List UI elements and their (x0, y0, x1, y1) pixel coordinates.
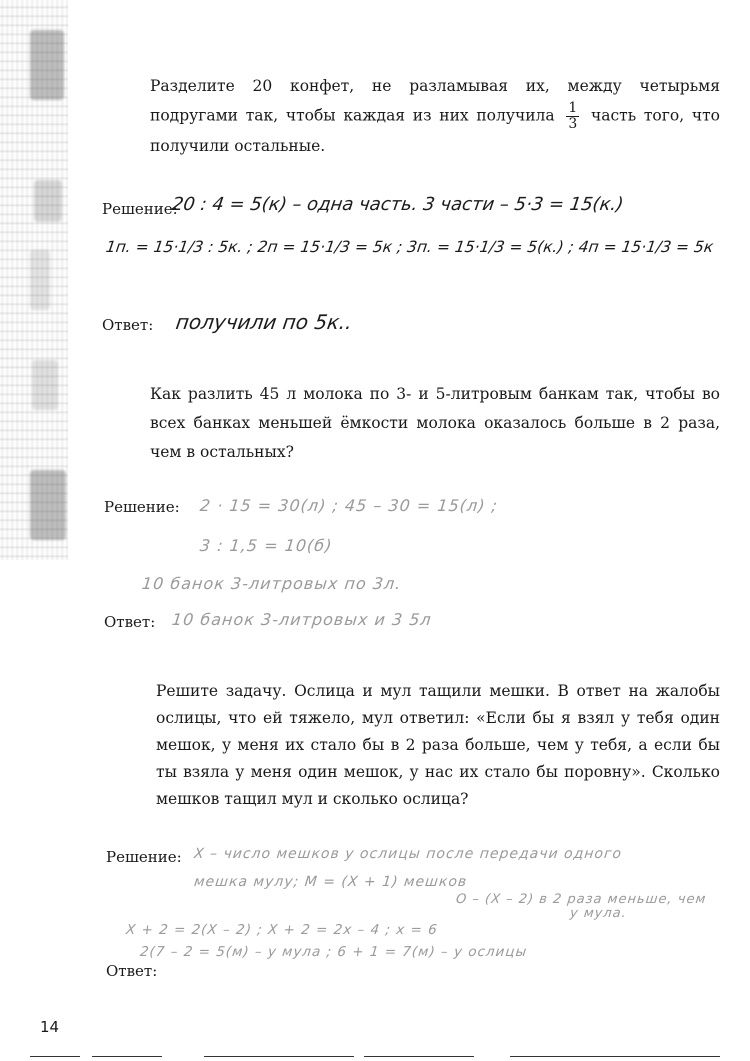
page-number: 14 (40, 1018, 60, 1036)
solution-2-line-2: 3 : 1,5 = 10(б) (199, 536, 334, 555)
solution-3-line-3: О – (Х – 2) в 2 раза меньше, чем (455, 892, 708, 907)
footer-rule (92, 1056, 162, 1057)
solution-2-line-3: 10 банок 3-литровых по 3л. (141, 574, 403, 593)
problem-2-text (150, 380, 720, 467)
problem-1-text-part2: часть того, что получили остальные. (150, 106, 720, 155)
solution-3-line-1: Х – число мешков у ослицы после передачи одного (193, 846, 623, 862)
solution-3-line-4: у мула. (569, 906, 628, 921)
scan-margin-artifact (0, 0, 68, 560)
problem-3-text (156, 678, 720, 813)
footer-rule (510, 1056, 720, 1057)
problem-2-paragraph: Как разлить 45 л молока по 3- и 5-литровым банкам так, чтобы во всех банках меньшей ёмкости молока оказалось больше в 2 раза, чем в остальных? (150, 385, 720, 461)
problem-3-paragraph: Решите задачу. Ослица и мул тащили мешки. В ответ на жалобы ослицы, что ей тяжело, мул ответил: «Если бы я взял у тебя один мешок, у меня их стало бы в 2 раза больше, чем у тебя, а если бы ты взяла у меня один мешок, у нас их стало бы поровну». Сколько мешков тащил мул и сколько ослица? (156, 682, 720, 808)
fraction-numerator: 1 (568, 100, 578, 116)
answer-2-text: 10 банок 3-литровых и 3 5л (171, 610, 433, 629)
problem-1-text-part1: Разделите 20 конфет, не разламывая их, между четырьмя подругами так, чтобы каждая из них получила (150, 77, 720, 125)
answer-label-3: Ответ: (106, 962, 158, 980)
footer-rule (30, 1056, 80, 1057)
solution-1-line-1: 20 : 4 = 5(к) – одна часть. 3 части – 5·3 = 15(к.) (170, 194, 625, 215)
footer-rule (204, 1056, 354, 1057)
solution-3-line-6: 2(7 – 2 = 5(м) – у мула ; 6 + 1 = 7(м) – у ослицы (139, 944, 529, 960)
solution-label-2: Решение: (104, 498, 180, 516)
answer-label-2: Ответ: (104, 613, 156, 631)
solution-3-line-2: мешка мулу; М = (Х + 1) мешков (193, 874, 469, 890)
solution-2-line-1: 2 · 15 = 30(л) ; 45 – 30 = 15(л) ; (199, 496, 500, 515)
answer-label-1: Ответ: (102, 316, 154, 334)
problem-1-text (150, 72, 720, 161)
solution-label-3: Решение: (106, 848, 182, 866)
answer-1-text: получили по 5к.. (174, 310, 354, 334)
fraction-denominator: 3 (568, 116, 578, 132)
solution-3-line-5: Х + 2 = 2(Х – 2) ; Х + 2 = 2х – 4 ; х = 6 (125, 922, 439, 938)
fraction-one-third (566, 101, 579, 132)
solution-1-line-2: 1п. = 15·1/3 : 5к. ; 2п = 15·1/3 = 5к ; 3п. = 15·1/3 = 5(к.) ; 4п = 15·1/3 = 5к (104, 238, 715, 256)
footer-rule (364, 1056, 474, 1057)
solution-label-1: Решение: (102, 200, 178, 218)
